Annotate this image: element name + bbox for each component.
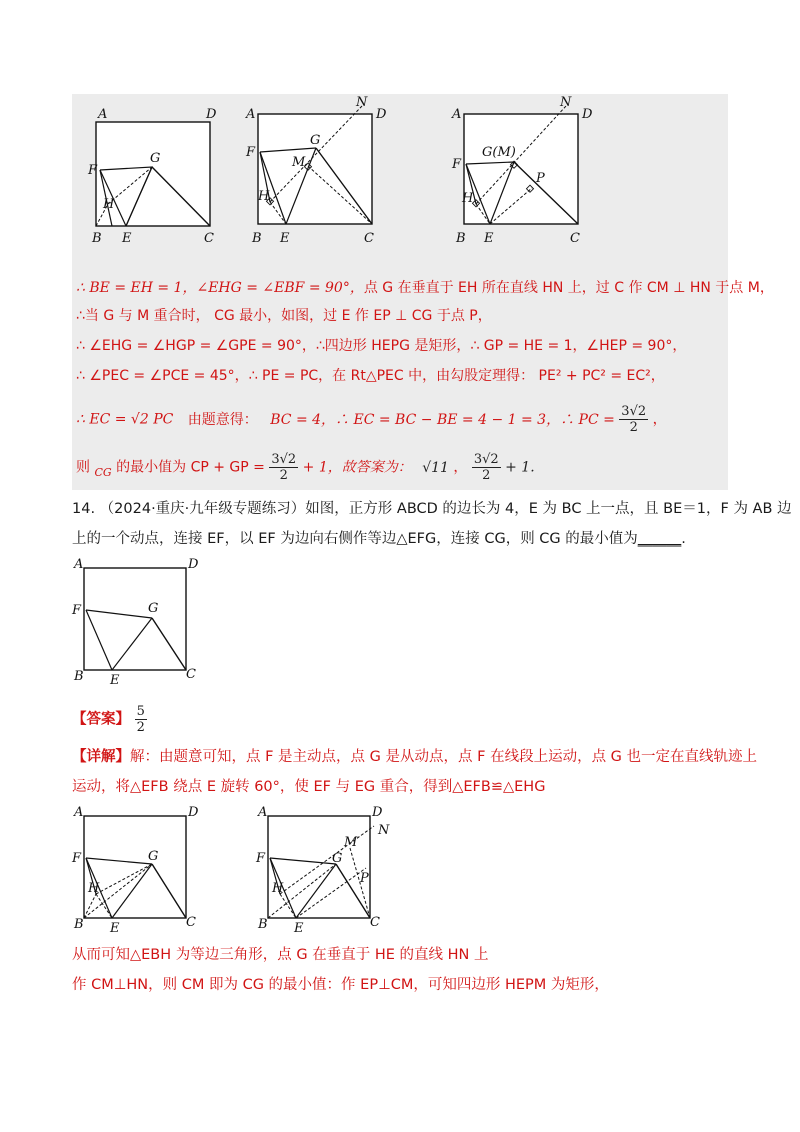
label-G: G bbox=[150, 151, 161, 166]
solution-line-3: ∴ ∠EHG = ∠HGP = ∠GPE = 90°，∴四边形 HEPG 是矩形，∴ GP = HE = 1，∠HEP = 90°， bbox=[76, 338, 687, 354]
question-14-line-1 bbox=[72, 498, 792, 520]
label-C: C bbox=[186, 667, 196, 682]
label-C: C bbox=[204, 231, 214, 246]
label-B: B bbox=[258, 917, 268, 932]
line6-fraction-2 bbox=[472, 452, 501, 483]
label-D: D bbox=[206, 107, 217, 122]
answer-num: 5 bbox=[136, 704, 145, 719]
line5-b: 由题意得： bbox=[187, 411, 258, 428]
figure-solution-2 bbox=[240, 96, 390, 248]
label-H: H bbox=[462, 191, 474, 206]
line6-frac-den: 2 bbox=[279, 468, 288, 483]
label-N: N bbox=[560, 96, 572, 110]
label-H: H bbox=[272, 881, 284, 896]
label-B: B bbox=[92, 231, 102, 246]
label-H: H bbox=[258, 189, 270, 204]
figure-detail-2 bbox=[254, 802, 404, 936]
label-E: E bbox=[484, 231, 494, 246]
question-number: 14. bbox=[72, 501, 96, 517]
line5-frac-den: 2 bbox=[629, 420, 638, 435]
label-B: B bbox=[252, 231, 262, 246]
label-E: E bbox=[110, 921, 120, 936]
label-A: A bbox=[74, 805, 84, 820]
label-M: M bbox=[344, 835, 358, 850]
detail-line-3: 从而可知△EBH 为等边三角形，点 G 在垂直于 HE 的直线 HN 上 bbox=[72, 947, 489, 963]
question-source: （2024·重庆·九年级专题练习） bbox=[99, 501, 306, 517]
label-E: E bbox=[294, 921, 304, 936]
line6-fraction bbox=[269, 452, 298, 483]
label-A: A bbox=[452, 107, 462, 122]
label-N: N bbox=[378, 823, 390, 838]
detail-text-1: 解：由题意可知，点 F 是主动点，点 G 是从动点，点 F 在线段上运动，点 G 也一定在直线轨迹上 bbox=[130, 749, 758, 765]
label-N: N bbox=[356, 96, 368, 110]
label-B: B bbox=[74, 669, 84, 684]
solution-line-5 bbox=[76, 404, 667, 435]
label-P: P bbox=[360, 871, 369, 886]
line1-text: 点 G 在垂直于 EH 所在直线 HN 上，过 C 作 CM ⊥ HN 于点 M， bbox=[363, 280, 774, 296]
label-E: E bbox=[110, 673, 120, 688]
answer-den: 2 bbox=[136, 720, 145, 735]
question-text-2: 上的一个动点，连接 EF，以 EF 为边向右侧作等边△EFG，连接 CG，则 CG 的最小值为 bbox=[72, 531, 638, 547]
label-B: B bbox=[456, 231, 466, 246]
detail-label: 【详解】 bbox=[72, 749, 130, 765]
label-C: C bbox=[364, 231, 374, 246]
label-G: G bbox=[332, 851, 343, 866]
question-text-1: 如图，正方形 ABCD 的边长为 4，E 为 BC 上一点，且 BE＝1，F 为 AB 边 bbox=[305, 501, 792, 517]
line6-h: + 1. bbox=[505, 459, 535, 476]
line6-a: 则 bbox=[76, 459, 90, 476]
label-P: P bbox=[536, 171, 545, 186]
detail-line-2: 运动，将△EFB 绕点 E 旋转 60°，使 EF 与 EG 重合，得到△EFB≌△EHG bbox=[72, 779, 546, 795]
label-D: D bbox=[372, 805, 383, 820]
solution-line-1 bbox=[76, 278, 774, 298]
label-H: H bbox=[103, 197, 115, 212]
label-D: D bbox=[376, 107, 387, 122]
detail-line-1 bbox=[72, 746, 757, 768]
label-G: G bbox=[148, 849, 159, 864]
label-F: F bbox=[256, 851, 266, 866]
answer-label: 【答案】 bbox=[72, 711, 130, 728]
label-F: F bbox=[72, 851, 82, 866]
line6-d: + 1，故答案为： bbox=[302, 459, 412, 476]
label-G: G bbox=[148, 601, 159, 616]
label-G: G bbox=[310, 133, 321, 148]
line5-end: ， bbox=[652, 411, 667, 428]
line6-frac2-den: 2 bbox=[482, 468, 491, 483]
answer-line bbox=[72, 704, 147, 735]
solution-line-2: ∴当 G 与 M 重合时， CG 最小，如图，过 E 作 EP ⊥ CG 于点 P， bbox=[76, 308, 492, 324]
label-D: D bbox=[188, 557, 199, 572]
line6-frac2-num: 3√2 bbox=[473, 452, 499, 467]
label-B: B bbox=[74, 917, 84, 932]
line5-a: ∴ EC = √2 PC bbox=[76, 411, 174, 428]
label-C: C bbox=[186, 915, 196, 930]
label-C: C bbox=[370, 915, 380, 930]
line6-frac-num: 3√2 bbox=[271, 452, 297, 467]
label-D: D bbox=[582, 107, 593, 122]
line5-fraction bbox=[619, 404, 648, 435]
question-14-line-2 bbox=[72, 528, 686, 550]
line6-e: √11 bbox=[422, 459, 449, 476]
label-A: A bbox=[258, 805, 268, 820]
label-A: A bbox=[98, 107, 108, 122]
label-GM: G(M) bbox=[482, 145, 516, 160]
label-A: A bbox=[246, 107, 256, 122]
label-H: H bbox=[88, 881, 100, 896]
question-end: . bbox=[681, 531, 686, 547]
figure-solution-1 bbox=[86, 100, 226, 248]
label-F: F bbox=[88, 163, 98, 178]
line5-c: BC = 4，∴ EC = BC − BE = 4 − 1 = 3，∴ PC = bbox=[270, 411, 615, 428]
line5-frac-num: 3√2 bbox=[621, 404, 647, 419]
answer-fraction bbox=[135, 704, 147, 735]
label-D: D bbox=[188, 805, 199, 820]
solution-line-6 bbox=[76, 452, 535, 483]
answer-blank: ______ bbox=[637, 531, 682, 547]
label-F: F bbox=[452, 157, 462, 172]
label-F: F bbox=[72, 603, 82, 618]
line6-f: ， bbox=[453, 459, 468, 476]
line6-b: CG bbox=[94, 465, 112, 479]
label-C: C bbox=[570, 231, 580, 246]
line1-math: ∴ BE = EH = 1，∠EHG = ∠EBF = 90°， bbox=[76, 280, 364, 296]
label-A: A bbox=[74, 557, 84, 572]
figure-detail-1 bbox=[70, 802, 210, 936]
label-F: F bbox=[246, 145, 256, 160]
label-E: E bbox=[122, 231, 132, 246]
line6-c: 的最小值为 CP + GP = bbox=[116, 459, 265, 476]
figure-question bbox=[70, 554, 210, 688]
label-E: E bbox=[280, 231, 290, 246]
figure-solution-3 bbox=[448, 96, 598, 248]
label-M: M bbox=[292, 155, 306, 170]
solution-line-4: ∴ ∠PEC = ∠PCE = 45°，∴ PE = PC，在 Rt△PEC 中，由勾股定理得： PE² + PC² = EC²， bbox=[76, 368, 665, 384]
detail-line-4: 作 CM⊥HN，则 CM 即为 CG 的最小值：作 EP⊥CM，可知四边形 HEPM 为矩形， bbox=[72, 977, 609, 993]
